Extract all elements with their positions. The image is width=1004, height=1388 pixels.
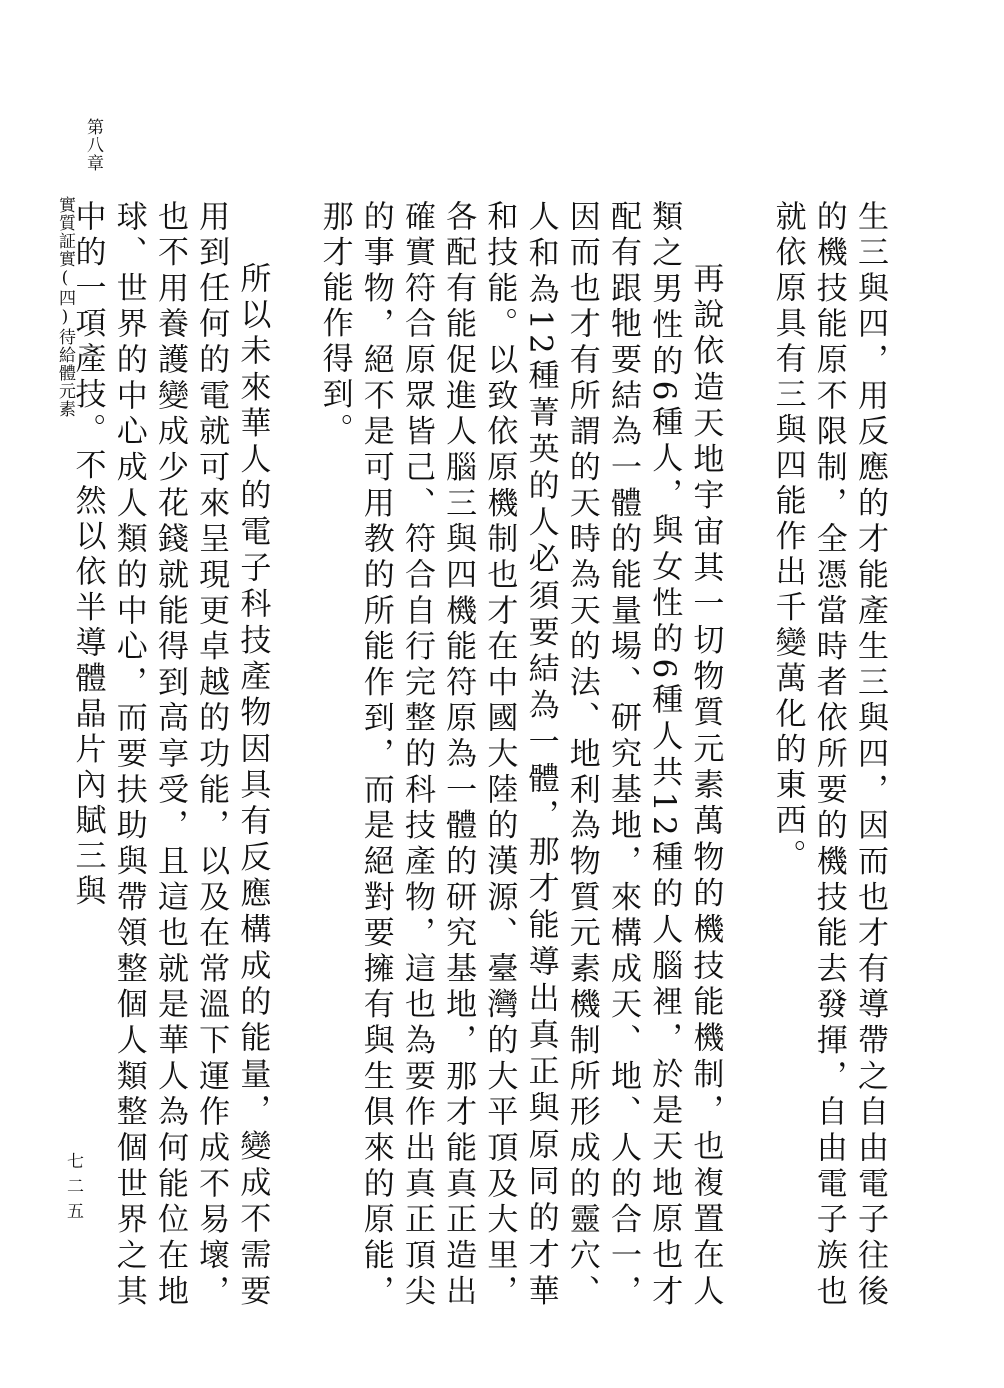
page-number: 七二五 bbox=[63, 1152, 83, 1227]
chapter-title: 實質証實(四)待給體元素 bbox=[55, 196, 75, 418]
paragraph: 所以未來華人的電子科技產物因具有反應構成的能量，變成不需要用到任何的電就可來呈現更卓越的功能，以及在常溫下運作成不易壞，也不用養護變成少花錢就能得到高享受，且這也就是華人為何能位在地球、世界的中心成人類的中心，而要扶助與帶領整個人類整個世界之其中的一項產技。不然以依半導體晶片內賦三與 bbox=[69, 200, 271, 1310]
paragraph: 再說依造天地宇宙其一切物質元素萬物的機技能機制，也複置在人類之男性的6種人，與女性的6種人共12種的人腦裡，於是天地原也才配有跟牠要結為一體的能量場、研究基地，來構成天、地、人的合一，因而也才有所謂的天時為天的法、地利為物質元素機制所形成的靈穴、人和為12種菁英的人必須要結為一體，那才能導出真正與原同的才華和技能。以致依原機制也才在中國大陸的漢源、臺灣的大平頂及大里，各配有能促進人腦三與四機能符原為一體的研究基地，那才能真正造出確實符合原眾皆己、符合自行完整的科技產物，這也為要作出真正頂尖的事物，絕不是可用教的所能作到，而是絕對要擁有與生俱來的原能，那才能作得到。 bbox=[316, 200, 724, 1310]
chapter-label: 第八章 bbox=[83, 118, 103, 172]
paragraph-continued: 生三與四，用反應的才能產生三與四，因而也才有導帶之自由電子往後的機技能原不限制，全憑當時者依所要的機技能去發揮，自由電子族也就依原具有三與四能作出千變萬化的東西。 bbox=[769, 200, 888, 1310]
